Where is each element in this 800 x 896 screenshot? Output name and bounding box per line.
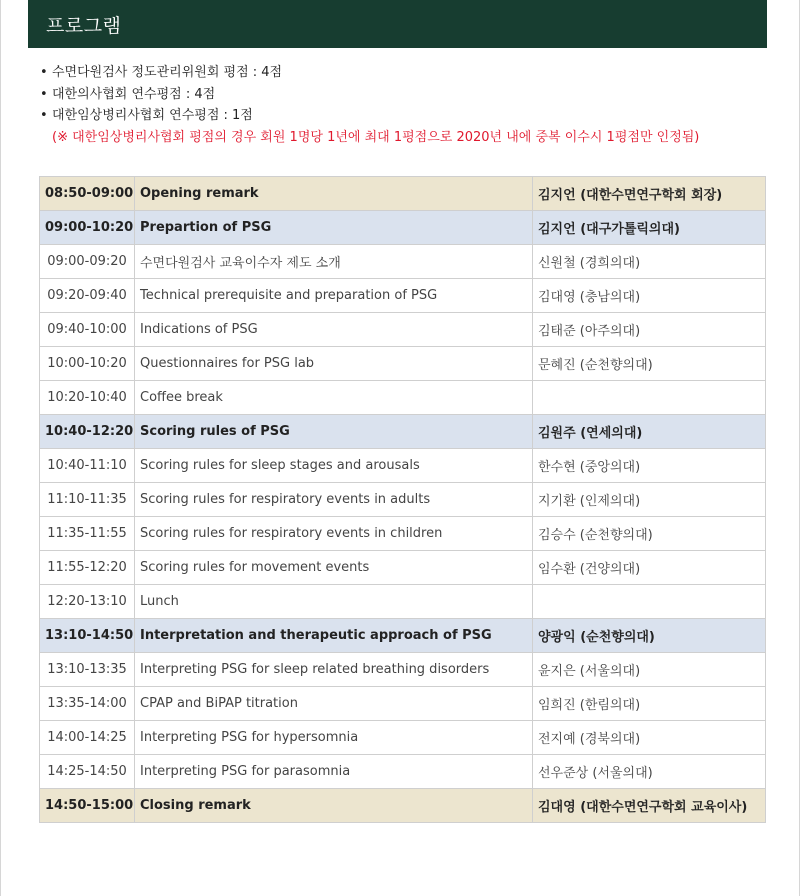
schedule-speaker: 김태준 (아주의대) (533, 313, 766, 347)
schedule-row (40, 551, 766, 585)
schedule-time: 11:35-11:55 (40, 517, 135, 551)
schedule-title: Coffee break (135, 381, 533, 415)
schedule-speaker: 김지언 (대한수면연구학회 회장) (533, 177, 766, 211)
schedule-row (40, 483, 766, 517)
schedule-title: Indications of PSG (135, 313, 533, 347)
schedule-time: 11:10-11:35 (40, 483, 135, 517)
schedule-title: Opening remark (135, 177, 533, 211)
schedule-time: 10:40-12:20 (40, 415, 135, 449)
credit-note-text: 대한임상병리사협회 연수평점 : 1점 (52, 108, 253, 124)
section-title: 프로그램 (46, 14, 122, 37)
schedule-speaker: 윤지은 (서울의대) (533, 653, 766, 687)
schedule-speaker: 김원주 (연세의대) (533, 415, 766, 449)
credit-note (40, 62, 780, 84)
schedule-speaker: 임희진 (한림의대) (533, 687, 766, 721)
schedule-body (40, 177, 766, 823)
schedule-time: 13:10-13:35 (40, 653, 135, 687)
schedule-title: Interpreting PSG for sleep related breathing disorders (135, 653, 533, 687)
schedule-speaker: 김지언 (대구가톨릭의대) (533, 211, 766, 245)
schedule-title: Prepartion of PSG (135, 211, 533, 245)
schedule-title: Interpretation and therapeutic approach of PSG (135, 619, 533, 653)
schedule-time: 13:35-14:00 (40, 687, 135, 721)
schedule-speaker (533, 381, 766, 415)
schedule-row (40, 653, 766, 687)
schedule-speaker (533, 585, 766, 619)
schedule-speaker: 김승수 (순천향의대) (533, 517, 766, 551)
schedule-time: 10:00-10:20 (40, 347, 135, 381)
schedule-time: 12:20-13:10 (40, 585, 135, 619)
schedule-speaker: 선우준상 (서울의대) (533, 755, 766, 789)
schedule-title: Scoring rules for respiratory events in adults (135, 483, 533, 517)
schedule-speaker: 신원철 (경희의대) (533, 245, 766, 279)
schedule-row (40, 245, 766, 279)
schedule-session-row (40, 619, 766, 653)
schedule-time: 08:50-09:00 (40, 177, 135, 211)
schedule-time: 09:20-09:40 (40, 279, 135, 313)
schedule-title: Scoring rules of PSG (135, 415, 533, 449)
schedule-row (40, 585, 766, 619)
schedule-row (40, 755, 766, 789)
schedule-speaker: 전지예 (경북의대) (533, 721, 766, 755)
schedule-title: Scoring rules for sleep stages and arousals (135, 449, 533, 483)
credit-note (40, 105, 780, 127)
schedule-row (40, 687, 766, 721)
schedule-title: Closing remark (135, 789, 533, 823)
schedule-row (40, 517, 766, 551)
schedule-title: Scoring rules for respiratory events in children (135, 517, 533, 551)
schedule-title: Lunch (135, 585, 533, 619)
schedule-session-row (40, 211, 766, 245)
bullet-icon: • (40, 65, 48, 80)
credit-note (40, 84, 780, 106)
schedule-speaker: 김대영 (충남의대) (533, 279, 766, 313)
schedule-title: Scoring rules for movement events (135, 551, 533, 585)
schedule-speaker: 양광익 (순천향의대) (533, 619, 766, 653)
schedule-time: 10:40-11:10 (40, 449, 135, 483)
schedule-session-row (40, 415, 766, 449)
schedule-time: 14:25-14:50 (40, 755, 135, 789)
program-schedule-table (39, 176, 766, 823)
credit-note-text: 수면다원검사 정도관리위원회 평점 : 4점 (52, 65, 283, 80)
bullet-icon: • (40, 108, 48, 124)
schedule-row (40, 313, 766, 347)
credit-notes (40, 62, 780, 148)
schedule-title: Interpreting PSG for hypersomnia (135, 721, 533, 755)
schedule-title: Interpreting PSG for parasomnia (135, 755, 533, 789)
schedule-speaker: 한수현 (중앙의대) (533, 449, 766, 483)
schedule-time: 09:00-10:20 (40, 211, 135, 245)
left-border (0, 0, 1, 896)
schedule-speaker: 지기환 (인제의대) (533, 483, 766, 517)
schedule-time: 09:40-10:00 (40, 313, 135, 347)
schedule-session-row (40, 177, 766, 211)
schedule-row (40, 449, 766, 483)
schedule-row (40, 347, 766, 381)
schedule-time: 14:50-15:00 (40, 789, 135, 823)
schedule-title: Questionnaires for PSG lab (135, 347, 533, 381)
schedule-session-row (40, 789, 766, 823)
schedule-speaker: 문혜진 (순천향의대) (533, 347, 766, 381)
schedule-title: Technical prerequisite and preparation of PSG (135, 279, 533, 313)
schedule-row (40, 381, 766, 415)
section-header (28, 0, 767, 48)
schedule-speaker: 임수환 (건양의대) (533, 551, 766, 585)
bullet-icon: • (40, 86, 48, 102)
schedule-time: 11:55-12:20 (40, 551, 135, 585)
schedule-row (40, 279, 766, 313)
schedule-row (40, 721, 766, 755)
schedule-time: 09:00-09:20 (40, 245, 135, 279)
credit-warning: (※ 대한임상병리사협회 평점의 경우 회원 1명당 1년에 최대 1평점으로 2020년 내에 중복 이수시 1평점만 인정됨) (52, 129, 700, 145)
schedule-title: CPAP and BiPAP titration (135, 687, 533, 721)
credit-note-text: 대한의사협회 연수평점 : 4점 (52, 86, 216, 102)
schedule-speaker: 김대영 (대한수면연구학회 교육이사) (533, 789, 766, 823)
schedule-time: 14:00-14:25 (40, 721, 135, 755)
schedule-title: 수면다원검사 교육이수자 제도 소개 (135, 245, 533, 279)
schedule-time: 10:20-10:40 (40, 381, 135, 415)
schedule-time: 13:10-14:50 (40, 619, 135, 653)
